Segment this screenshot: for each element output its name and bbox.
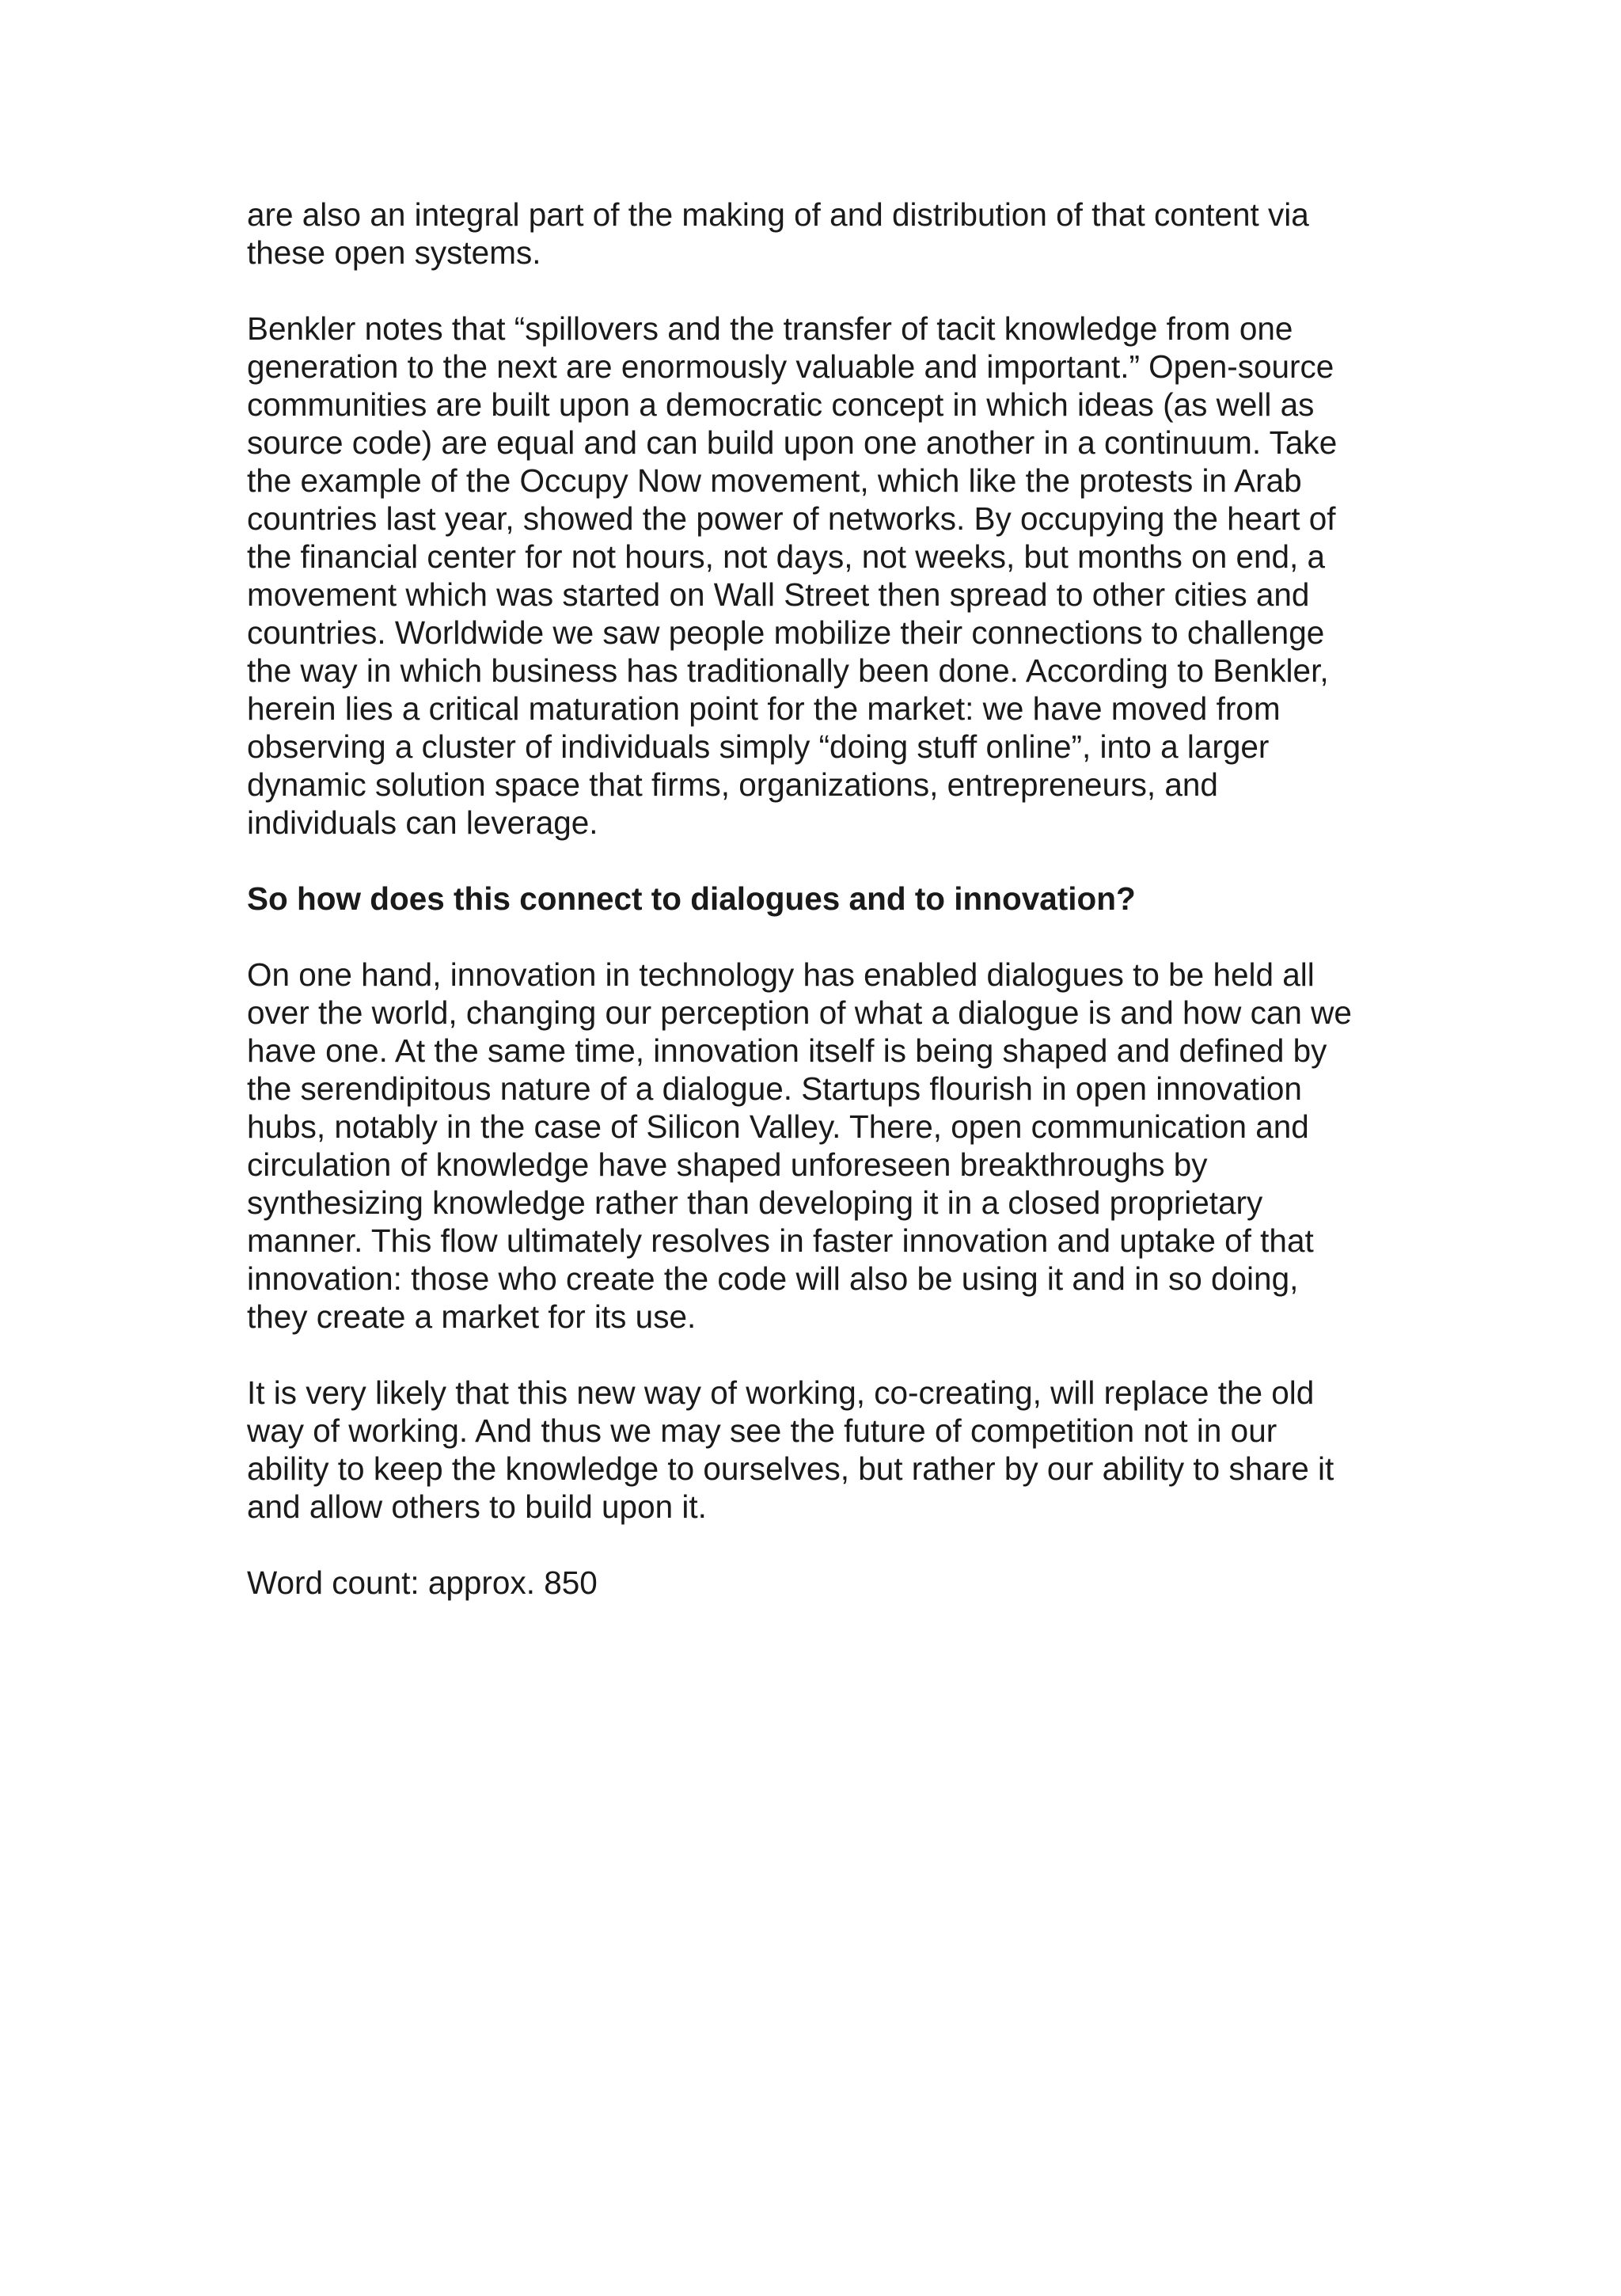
paragraph-line: individuals can leverage.	[247, 804, 598, 841]
paragraph-line: are also an integral part of the making of and distribution of that content via	[247, 196, 1309, 233]
paragraph-1	[247, 196, 1403, 272]
paragraph-line: have one. At the same time, innovation itself is being shaped and defined by	[247, 1032, 1327, 1069]
document-body	[247, 196, 1403, 1640]
paragraph-line: innovation: those who create the code will also be using it and in so doing,	[247, 1260, 1299, 1297]
paragraph-line: countries last year, showed the power of networks. By occupying the heart of	[247, 500, 1336, 537]
paragraph-2	[247, 310, 1403, 842]
paragraph-line: the way in which business has traditionally been done. According to Benkler,	[247, 652, 1329, 689]
word-count: Word count: approx. 850	[247, 1564, 598, 1601]
paragraph-line: circulation of knowledge have shaped unforeseen breakthroughs by	[247, 1146, 1208, 1183]
paragraph-3	[247, 956, 1403, 1336]
section-heading: So how does this connect to dialogues and to innovation?	[247, 880, 1136, 917]
paragraph-line: over the world, changing our perception of what a dialogue is and how can we	[247, 994, 1352, 1031]
paragraph-line: they create a market for its use.	[247, 1298, 697, 1335]
paragraph-line: the serendipitous nature of a dialogue. Startups flourish in open innovation	[247, 1070, 1302, 1107]
paragraph-line: Benkler notes that “spillovers and the transfer of tacit knowledge from one	[247, 310, 1293, 347]
paragraph-line: dynamic solution space that firms, organizations, entrepreneurs, and	[247, 766, 1218, 803]
paragraph-line: hubs, notably in the case of Silicon Valley. There, open communication and	[247, 1108, 1309, 1145]
paragraph-line: movement which was started on Wall Street then spread to other cities and	[247, 576, 1310, 613]
paragraph-line: synthesizing knowledge rather than developing it in a closed proprietary	[247, 1184, 1263, 1221]
paragraph-line: countries. Worldwide we saw people mobilize their connections to challenge	[247, 614, 1325, 651]
paragraph-line: observing a cluster of individuals simply “doing stuff online”, into a larger	[247, 728, 1270, 765]
paragraph-line: the example of the Occupy Now movement, which like the protests in Arab	[247, 462, 1302, 499]
paragraph-line: way of working. And thus we may see the future of competition not in our	[247, 1412, 1277, 1449]
paragraph-line: the financial center for not hours, not days, not weeks, but months on end, a	[247, 538, 1326, 575]
paragraph-4	[247, 1374, 1403, 1526]
paragraph-line: and allow others to build upon it.	[247, 1488, 707, 1525]
paragraph-line: It is very likely that this new way of working, co-creating, will replace the old	[247, 1374, 1315, 1411]
paragraph-line: manner. This flow ultimately resolves in faster innovation and uptake of that	[247, 1222, 1314, 1259]
paragraph-line: herein lies a critical maturation point for the market: we have moved from	[247, 690, 1281, 727]
paragraph-line: these open systems.	[247, 234, 541, 271]
paragraph-line: ability to keep the knowledge to ourselves, but rather by our ability to share it	[247, 1450, 1334, 1487]
paragraph-line: communities are built upon a democratic concept in which ideas (as well as	[247, 386, 1315, 423]
paragraph-line: source code) are equal and can build upon one another in a continuum. Take	[247, 424, 1338, 461]
paragraph-line: On one hand, innovation in technology has enabled dialogues to be held all	[247, 956, 1315, 993]
paragraph-line: generation to the next are enormously valuable and important.” Open-source	[247, 348, 1334, 385]
